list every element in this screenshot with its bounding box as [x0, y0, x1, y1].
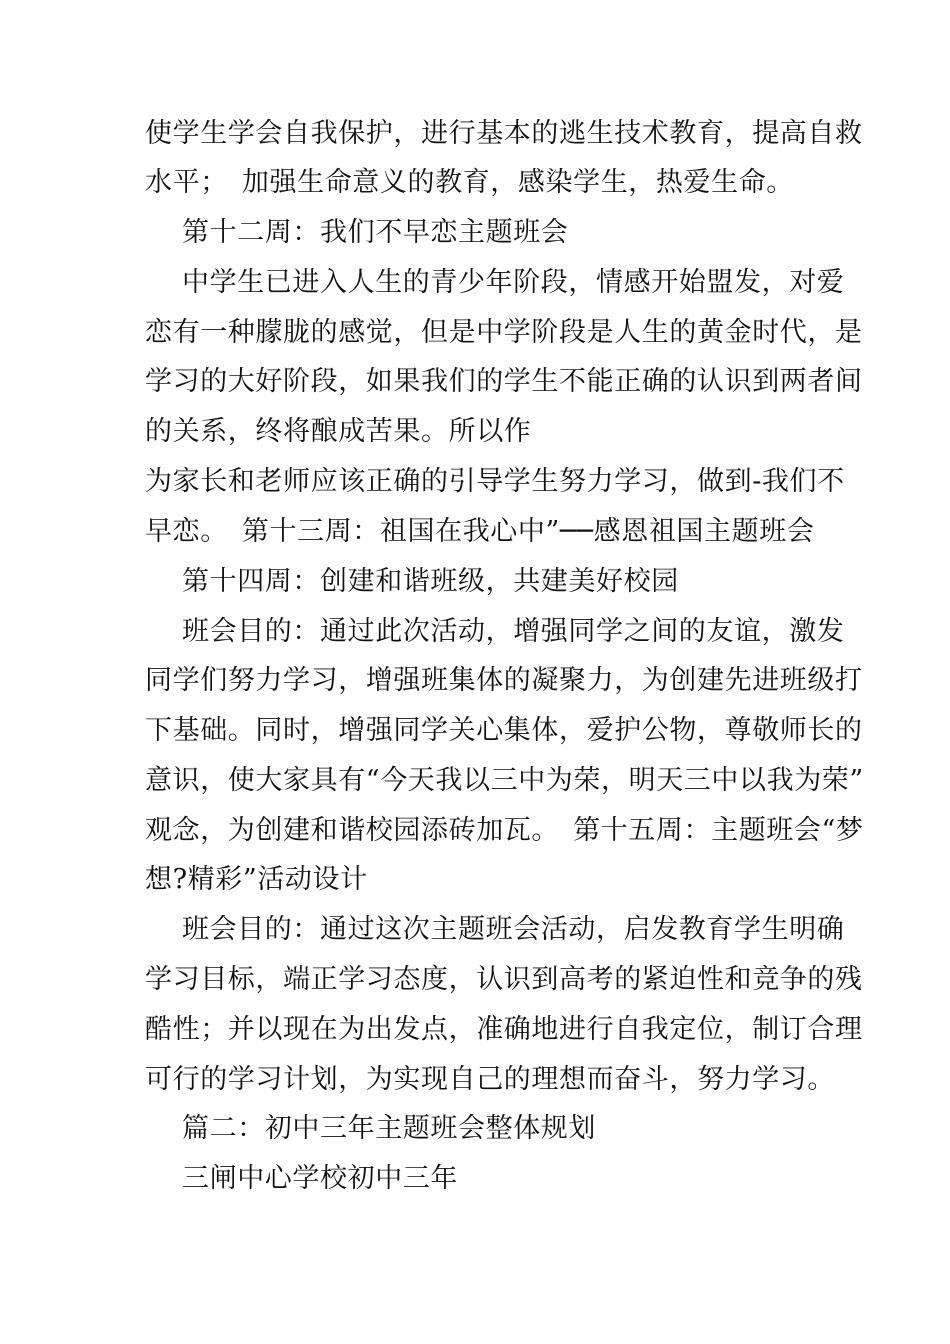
text-line-22: 三闸中心学校初中三年 — [182, 1163, 458, 1194]
text-line-2: 水平； 加强生命意义的教育，感染学生，热爱生命。 — [145, 167, 794, 198]
text-line-1: 使学生学会自我保护，进行基本的逃生技术教育，提高自救 — [145, 118, 863, 149]
text-line-14: 意识，使大家具有“今天我以三中为荣，明天三中以我为荣” — [145, 765, 864, 796]
text-line-19: 酷性；并以现在为出发点，准确地进行自我定位，制订合理 — [145, 1014, 863, 1045]
text-line-8: 为家长和老师应该正确的引导学生努力学习，做到-我们不 — [145, 466, 845, 497]
text-line-4: 中学生已进入人生的青少年阶段，情感开始盟发，对爱 — [182, 267, 845, 298]
text-line-9: 早恋。 第十三周：祖国在我心中”──感恩祖国主题班会 — [145, 516, 815, 547]
heading-week-14: 第十四周：创建和谐班级，共建美好校园 — [182, 566, 679, 597]
text-line-13: 下基础。同时，增强同学关心集体，爱护公物，尊敬师长的 — [145, 715, 863, 746]
heading-part-2: 篇二：初中三年主题班会整体规划 — [182, 1113, 596, 1144]
text-line-12: 同学们努力学习，增强班集体的凝聚力，为创建先进班级打 — [145, 665, 863, 696]
text-line-11: 班会目的：通过此次活动，增强同学之间的友谊，激发 — [182, 616, 845, 647]
text-line-6: 学习的大好阶段，如果我们的学生不能正确的认识到两者间 — [145, 366, 863, 397]
text-line-20: 可行的学习计划，为实现自己的理想而奋斗，努力学习。 — [145, 1064, 835, 1095]
heading-week-12: 第十二周：我们不早恋主题班会 — [182, 217, 569, 248]
text-line-15: 观念，为创建和谐校园添砖加瓦。 第十五周：主题班会“梦 — [145, 815, 864, 846]
text-line-17: 班会目的：通过这次主题班会活动，启发教育学生明确 — [182, 914, 845, 945]
text-line-7: 的关系，终将酿成苦果。所以作 — [145, 416, 532, 447]
text-line-18: 学习目标，端正学习态度，认识到高考的紧迫性和竞争的残 — [145, 964, 863, 995]
text-line-5: 恋有一种朦胧的感觉，但是中学阶段是人生的黄金时代，是 — [145, 317, 863, 348]
text-line-16: 想?精彩”活动设计 — [145, 864, 368, 895]
